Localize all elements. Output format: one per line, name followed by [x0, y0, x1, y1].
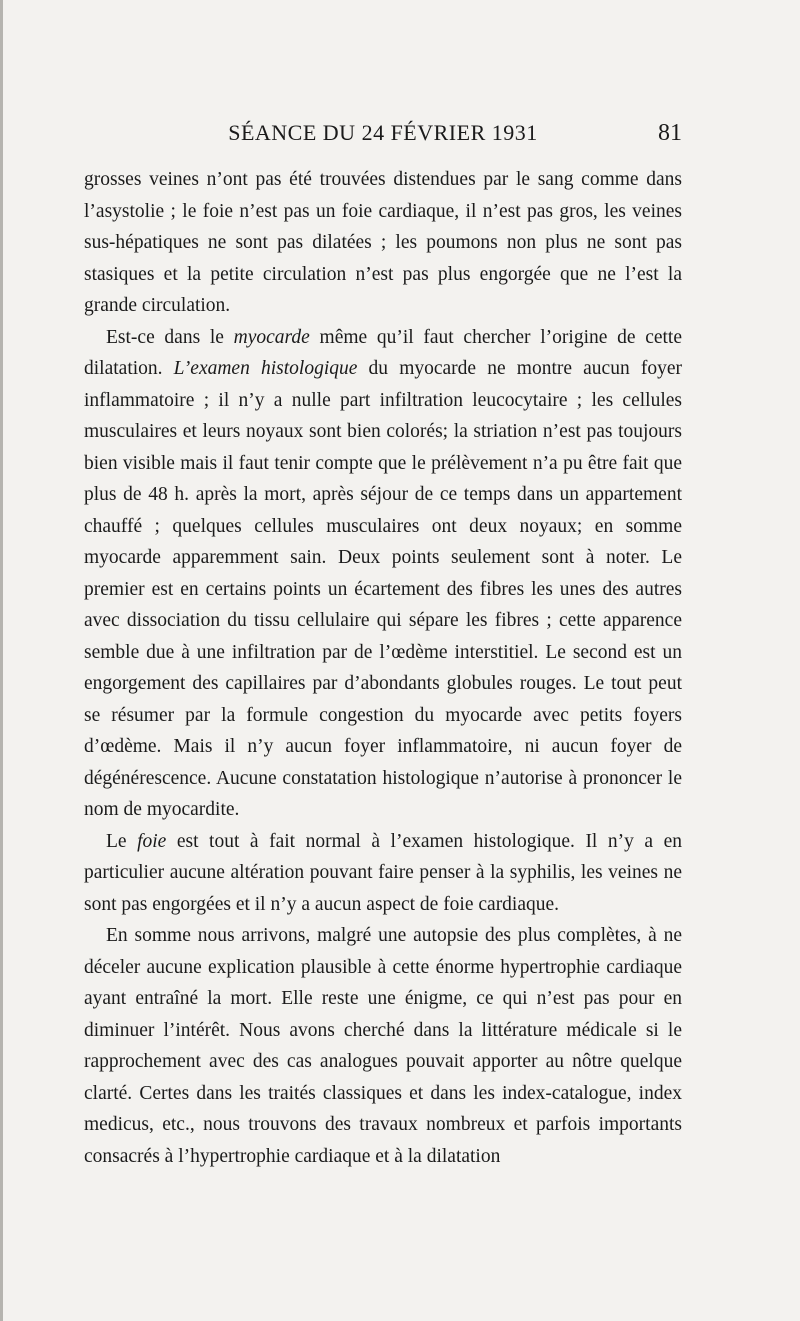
- paragraph-2: [84, 322, 682, 826]
- body-text: [84, 164, 682, 1172]
- paragraph-1: grosses veines n’ont pas été trouvées distendues par le sang comme dans l’asystolie ; le foie n’est pas un foie cardiaque, il n’est pas gros, les veines sus-hépatiques ne sont pas dilatées ; les poumons non plus ne sont pas stasiques et la petite circulation n’est pas plus engorgée que ne l’est la grande circulation.: [84, 169, 682, 316]
- paragraph-3-text-a: Le: [106, 830, 138, 852]
- header-title: SÉANCE DU 24 FÉVRIER 1931: [228, 120, 538, 145]
- page-number: 81: [658, 120, 682, 146]
- running-header: [84, 120, 682, 150]
- paragraph-2-text-e: du myocarde ne montre aucun foyer inflammatoire ; il n’y a nulle part infiltration leucocytaire ; les cellules musculaires et leurs noyaux sont bien colorés; la striation n’est pas toujours bien visible mais il faut tenir compte que le prélèvement n’a pu être fait que plus de 48 h. après la mort, après séjour de ce temps dans un appartement chauffé ; quelques cellules musculaires ont deux noyaux; en somme myocarde apparemment sain. Deux points seulement sont à noter. Le premier est en certains points un écartement des fibres les unes des autres avec dissociation du tissu cellulaire qui sépare les fibres ; cette apparence semble due à une infiltration par de l’œdème interstitiel. Le second est un engorgement des capillaires par d’abondants globules rouges. Le tout peut se résumer par la formule congestion du myocarde avec petits foyers d’œdème. Mais il n’y aucun foyer inflammatoire, ni aucun foyer de dégénérescence. Aucune constatation histologique n’autorise à prononcer le nom de myocardite.: [84, 358, 683, 820]
- scan-edge: [0, 0, 3, 1321]
- paragraph-2-emphasis-examen: L’examen histologique: [173, 358, 358, 379]
- paragraph-3-text-c: est tout à fait normal à l’examen histologique. Il n’y a en particulier aucune altération pouvant faire penser à la syphilis, les veines ne sont pas engorgées et il n’y a aucun aspect de foie cardiaque.: [84, 830, 682, 915]
- paragraph-3-emphasis-foie: foie: [137, 830, 167, 852]
- paragraph-2-text-a: Est-ce dans le: [106, 326, 234, 348]
- paragraph-2-text-c: même qu’il faut chercher l’origine de cette dilatation.: [84, 326, 682, 379]
- paragraph-4: En somme nous arrivons, malgré une autopsie des plus complètes, à ne déceler aucune explication plausible à cette énorme hypertrophie cardiaque ayant entraîné la mort. Elle reste une énigme, ce qui n’est pas pour en diminuer l’intérêt. Nous avons cherché dans la littérature médicale si le rapprochement avec des cas analogues pouvait apporter au nôtre quelque clarté. Certes dans les traités classiques et dans les index-catalogue, index medicus, etc., nous trouvons des travaux nombreux et parfois importants consacrés à l’hypertrophie cardiaque et à la dilatation: [84, 925, 682, 1167]
- paragraph-3: [84, 826, 682, 921]
- paragraph-2-emphasis-myocarde: myocarde: [233, 326, 310, 348]
